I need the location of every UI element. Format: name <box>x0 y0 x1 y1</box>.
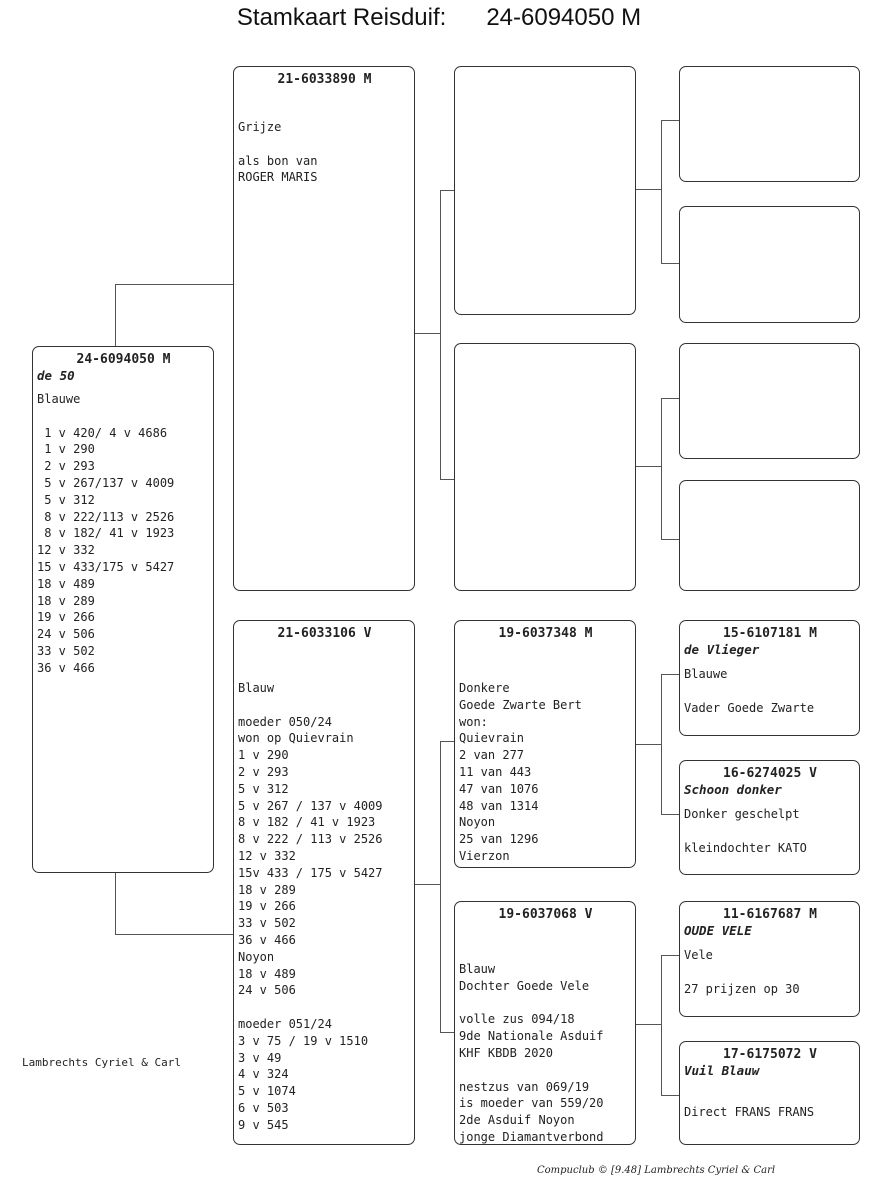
pigeon-details: Donkere Goede Zwarte Bert won: Quievrain 2 van 277 11 van 443 47 van 1076 48 van 1314 Noyon 25 van 1296 Vierzon <box>459 681 582 863</box>
pigeon-name: Vuil Blauw <box>684 1063 760 1078</box>
pigeon-card[interactable] <box>32 346 214 873</box>
connector <box>661 120 662 264</box>
connector <box>661 674 679 675</box>
great-grandparent-card[interactable] <box>679 1041 860 1145</box>
connector <box>440 190 454 191</box>
ring-number: 19-6037068 V <box>498 907 593 922</box>
pigeon-name <box>459 642 632 658</box>
connector <box>440 741 441 1033</box>
pigeon-details: Direct FRANS FRANS <box>684 1104 815 1119</box>
connector <box>636 1024 662 1025</box>
pigeon-details: Blauw moeder 050/24 won op Quievrain 1 v 290 2 v 293 5 v 312 5 v 267 / 137 v 4009 8 v 182 / 41 v 1923 8 v 222 / 113 v 2526 12 v 332 15v 433 / 175 v 5427 18 v 289 19 v 266 33 v 502 36 v 466 Noyon 18 v 489 24 v 506 moeder 051/24 3 v 75 / 19 v 1510 3 v 49 4 v 324 5 v 1074 6 v 503 9 v 545 <box>238 681 383 1132</box>
connector <box>661 263 679 264</box>
connector <box>115 872 116 935</box>
connector <box>440 479 454 480</box>
pigeon-details: Donker geschelpt kleindochter KATO <box>684 807 807 855</box>
connector <box>115 284 116 346</box>
ring-number: 24-6094050 M <box>76 352 171 367</box>
ring-number: 11-6167687 M <box>723 907 817 922</box>
connector <box>415 333 441 334</box>
connector <box>440 1032 454 1033</box>
pigeon-name: de 50 <box>37 368 75 383</box>
pigeon-name <box>238 642 411 658</box>
ring-number: 17-6175072 V <box>723 1047 817 1062</box>
connector <box>661 120 679 121</box>
connector <box>440 741 454 742</box>
great-grandparent-card[interactable] <box>679 620 860 736</box>
connector <box>415 884 441 885</box>
pigeon-name <box>459 923 632 939</box>
connector <box>661 955 679 956</box>
connector <box>636 744 662 745</box>
grandfather-maternal-card[interactable] <box>454 620 636 868</box>
great-grandparent-card[interactable] <box>679 66 860 182</box>
pigeon-name: OUDE VELE <box>684 923 752 938</box>
mother-card[interactable] <box>233 620 415 1145</box>
connector <box>636 466 662 467</box>
pigeon-details: Blauwe Vader Goede Zwarte <box>684 667 815 715</box>
great-grandparent-card[interactable] <box>679 343 860 459</box>
connector <box>115 284 233 285</box>
connector <box>661 814 679 815</box>
title-label: Stamkaart Reisduif: <box>236 4 447 31</box>
footer-credit: Compuclub © [9.48] Lambrechts Cyriel & Carl <box>537 1165 776 1176</box>
connector <box>115 934 233 935</box>
grandfather-paternal-card[interactable] <box>454 66 636 315</box>
connector <box>661 398 662 540</box>
page-title <box>0 4 878 32</box>
grandmother-maternal-card[interactable] <box>454 901 636 1145</box>
connector <box>661 1095 679 1096</box>
pigeon-details: Blauwe 1 v 420/ 4 v 4686 1 v 290 2 v 293 5 v 267/137 v 4009 5 v 312 8 v 222/113 v 2526 8 v 182/ 41 v 1923 12 v 332 15 v 433/175 v 5427 18 v 489 18 v 289 19 v 266 24 v 506 33 v 502 36 v 466 <box>37 392 175 675</box>
pigeon-name: Schoon donker <box>684 782 782 797</box>
title-ring: 24-6094050 M <box>486 4 642 31</box>
ring-number: 16-6274025 V <box>723 766 817 781</box>
pigeon-name: de Vlieger <box>684 642 760 657</box>
father-card[interactable] <box>233 66 415 591</box>
pigeon-details: Blauw Dochter Goede Vele volle zus 094/18 9de Nationale Asduif KHF KBDB 2020 nestzus van 069/19 is moeder van 559/20 2de Asduif Noyon jonge Diamantverbond <box>459 962 604 1144</box>
connector <box>661 539 679 540</box>
ring-number: 21-6033106 V <box>277 626 372 641</box>
connector <box>440 190 441 480</box>
breeder-name: Lambrechts Cyriel & Carl <box>22 1056 181 1069</box>
pigeon-details: Grijze als bon van ROGER MARIS <box>238 120 318 185</box>
great-grandparent-card[interactable] <box>679 901 860 1017</box>
grandmother-paternal-card[interactable] <box>454 343 636 591</box>
ring-number: 15-6107181 M <box>723 626 817 641</box>
ring-number: 19-6037348 M <box>498 626 593 641</box>
connector <box>661 674 662 815</box>
connector <box>661 398 679 399</box>
great-grandparent-card[interactable] <box>679 206 860 323</box>
pigeon-name <box>238 88 411 104</box>
connector <box>661 955 662 1096</box>
great-grandparent-card[interactable] <box>679 760 860 875</box>
great-grandparent-card[interactable] <box>679 480 860 591</box>
connector <box>636 189 662 190</box>
ring-number: 21-6033890 M <box>277 72 372 87</box>
pigeon-details: Vele 27 prijzen op 30 <box>684 948 800 996</box>
